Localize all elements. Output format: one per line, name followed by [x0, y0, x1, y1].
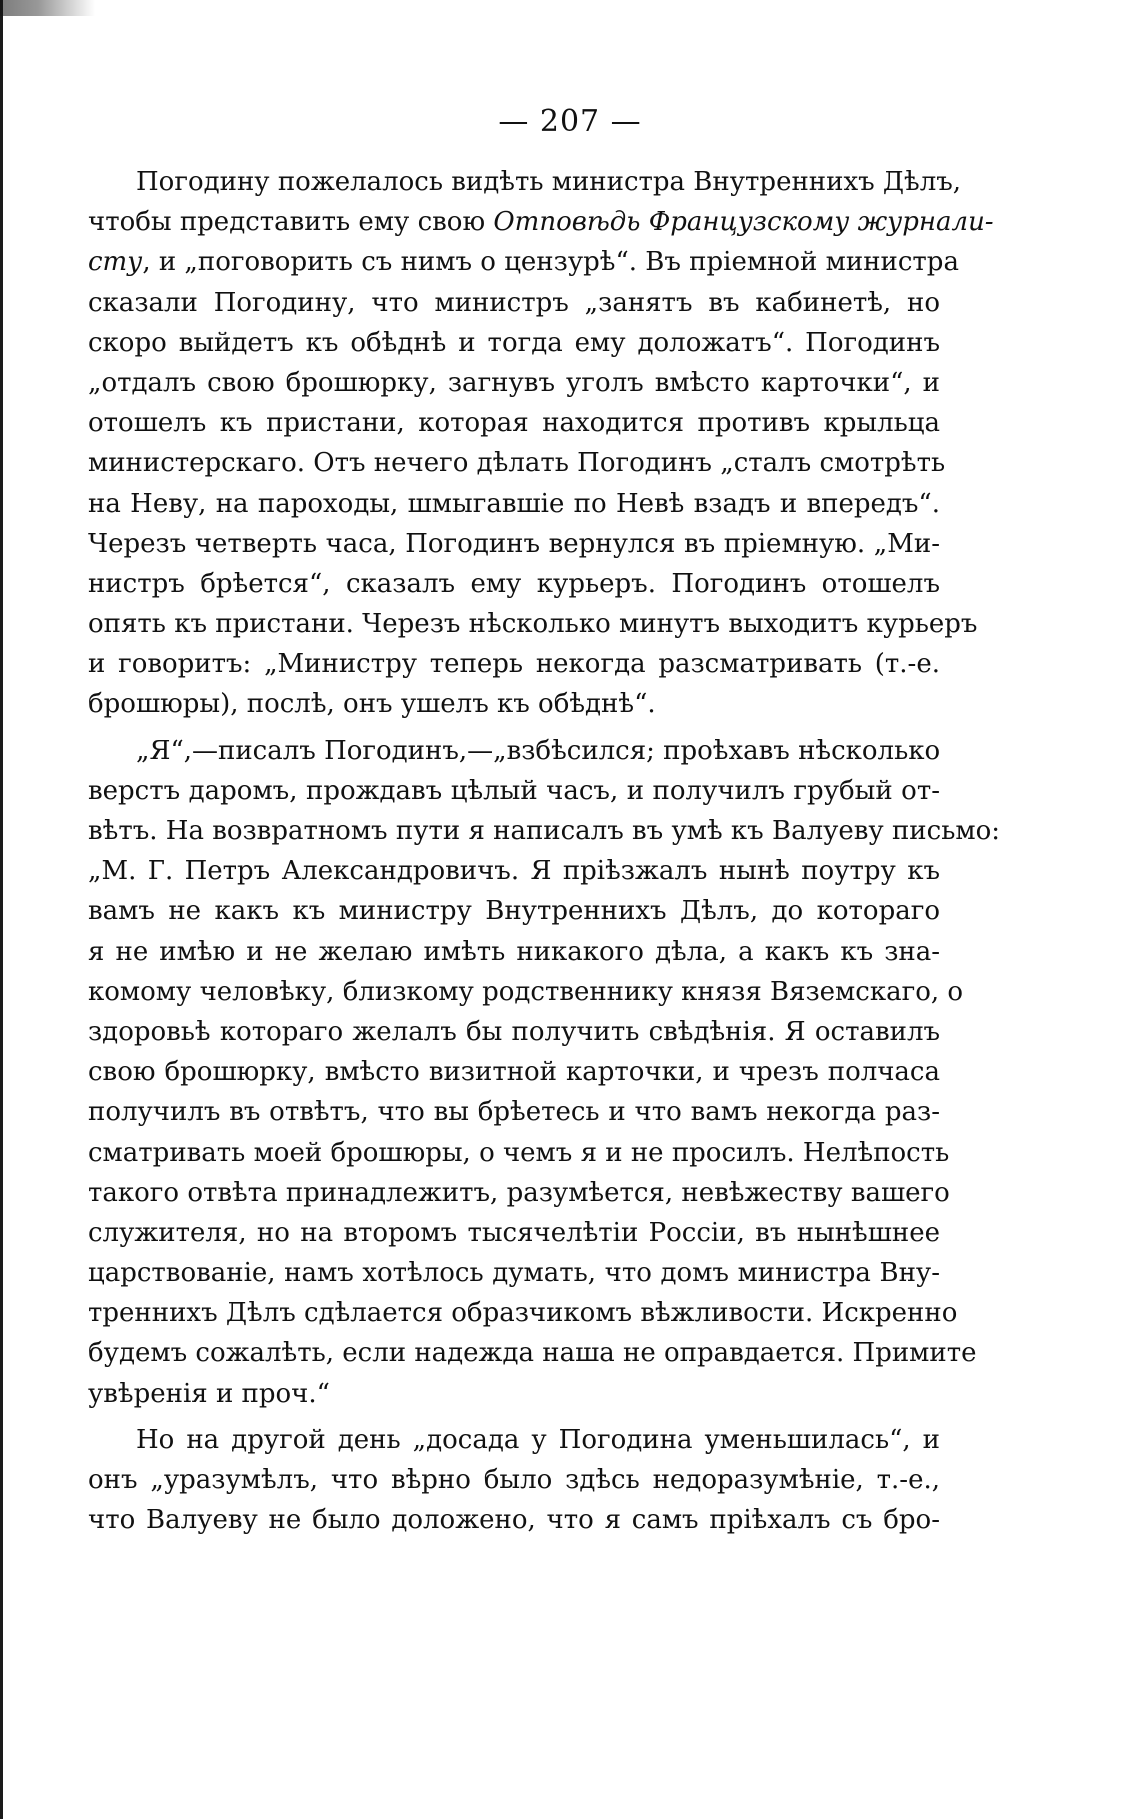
text-line: треннихъ Дѣлъ сдѣлается образчикомъ вѣжливости. Искренно — [88, 1298, 958, 1329]
paragraph-3 — [88, 1420, 940, 1541]
text-line: „М. Г. Петръ Александровичъ. Я пріѣзжалъ нынѣ поутру къ — [88, 856, 940, 887]
text-line: отошелъ къ пристани, которая находится противъ крыльца — [88, 408, 940, 439]
page-number: — 207 — — [498, 104, 642, 139]
body-text — [88, 162, 1000, 1540]
text-line: служителя, но на второмъ тысячелѣтіи Россіи, въ нынѣшнее — [88, 1217, 940, 1248]
text-line: брошюры), послѣ, онъ ушелъ къ обѣднѣ“. — [88, 689, 656, 720]
text-line: министерскаго. Отъ нечего дѣлать Погодинъ „сталъ смотрѣть — [88, 448, 946, 479]
scan-corner-mark — [0, 0, 95, 16]
text-line: будемъ сожалѣть, если надежда наша не оправдается. Примите — [88, 1338, 977, 1369]
text-line: здоровьѣ котораго желалъ бы получить свѣдѣнія. Я оставилъ — [88, 1016, 940, 1047]
text-line: сту, и „поговорить съ нимъ о цензурѣ“. Въ пріемной министра — [88, 247, 959, 278]
paragraph-1 — [88, 162, 994, 725]
text-line: Погодину пожелалось видѣть министра Внутреннихъ Дѣлъ, — [136, 167, 962, 197]
text-line-content: чтобы представить ему свою Отповѣдь Французскому журнали- — [88, 207, 994, 238]
paragraph-2 — [88, 731, 1000, 1414]
text-line: я не имѣю и не желаю имѣть никакого дѣла, а какъ къ зна- — [88, 936, 940, 967]
text-line: свою брошюрку, вмѣсто визитной карточки, и чрезъ полчаса — [88, 1057, 940, 1088]
text-line: сказали Погодину, что министръ „занятъ въ кабинетѣ, но — [88, 287, 940, 318]
text-line: вѣтъ. На возвратномъ пути я написалъ въ умѣ къ Валуеву письмо: — [88, 816, 1000, 846]
text-line: сматривать моей брошюры, о чемъ я и не просилъ. Нелѣпость — [88, 1137, 950, 1168]
text-line — [88, 202, 994, 242]
text-line: царствованіе, намъ хотѣлось думать, что домъ министра Вну- — [88, 1258, 940, 1289]
text-line: опять къ пристани. Черезъ нѣсколько минутъ выходитъ курьеръ — [88, 609, 978, 640]
scan-edge — [0, 0, 3, 1819]
text-line: комому человѣку, близкому родственнику князя Вяземскаго, о — [88, 976, 964, 1007]
text-line: получилъ въ отвѣтъ, что вы брѣетесь и что вамъ некогда раз- — [88, 1097, 940, 1128]
text-line: увѣренія и проч.“ — [88, 1378, 330, 1409]
text-line: и говоритъ: „Министру теперь некогда разсматривать (т.-е. — [88, 649, 940, 680]
text-line: скоро выйдетъ къ обѣднѣ и тогда ему доложатъ“. Погодинъ — [88, 327, 940, 358]
text-line: онъ „уразумѣлъ, что вѣрно было здѣсь недоразумѣніе, т.-е., — [88, 1465, 940, 1495]
text-line: вамъ не какъ къ министру Внутреннихъ Дѣлъ, до котораго — [88, 896, 940, 927]
text-line: Черезъ четверть часа, Погодинъ вернулся въ пріемную. „Ми- — [88, 528, 940, 559]
text-line: „Я“,—писалъ Погодинъ,—„взбѣсился; проѣхавъ нѣсколько — [136, 735, 941, 766]
text-line: такого отвѣта принадлежитъ, разумѣется, невѣжеству вашего — [88, 1177, 950, 1208]
text-line: на Неву, на пароходы, шмыгавшіе по Невѣ взадъ и впередъ“. — [88, 488, 940, 519]
text-line: „отдалъ свою брошюрку, загнувъ уголъ вмѣсто карточки“, и — [88, 367, 940, 398]
text-line: Но на другой день „досада у Погодина уменьшилась“, и — [136, 1424, 940, 1455]
text-line: что Валуеву не было доложено, что я самъ пріѣхалъ съ бро- — [88, 1505, 940, 1536]
text-line: верстъ даромъ, прождавъ цѣлый часъ, и получилъ грубый от- — [88, 775, 940, 806]
text-line: нистръ брѣется“, сказалъ ему курьеръ. Погодинъ отошелъ — [88, 568, 940, 599]
